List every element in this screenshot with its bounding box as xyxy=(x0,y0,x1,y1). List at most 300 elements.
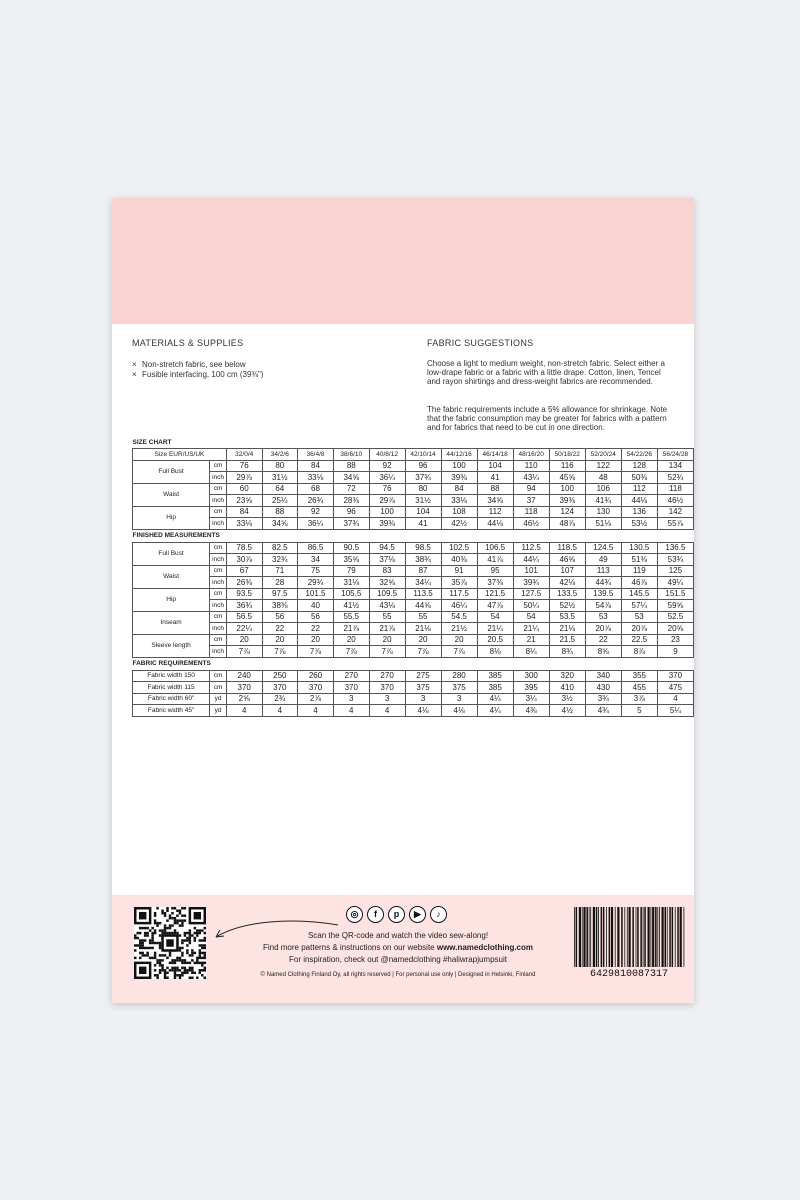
value-cell: 101.5 xyxy=(298,588,334,600)
value-cell: 43⅛ xyxy=(369,600,405,612)
value-cell: 33⅛ xyxy=(298,472,334,484)
value-cell: 270 xyxy=(333,670,369,682)
value-cell: 39⅜ xyxy=(549,495,585,507)
unit-cell: cm xyxy=(210,542,227,554)
value-cell: 9 xyxy=(657,646,693,658)
value-cell: 106 xyxy=(585,483,621,495)
value-cell: 96 xyxy=(333,506,369,518)
value-cell: 72 xyxy=(333,483,369,495)
value-cell: 4¼ xyxy=(477,693,513,705)
value-cell: 4¼ xyxy=(477,705,513,717)
value-cell: 52.5 xyxy=(657,611,693,623)
value-cell: 84 xyxy=(298,460,334,472)
unit-cell: cm xyxy=(210,506,227,518)
value-cell: 82.5 xyxy=(262,542,298,554)
value-cell: 240 xyxy=(226,670,262,682)
value-cell: 40⅜ xyxy=(441,554,477,566)
row-label: Hip xyxy=(133,506,210,529)
value-cell: 31½ xyxy=(405,495,441,507)
value-cell: 37⅛ xyxy=(369,554,405,566)
bullet-icon: × xyxy=(132,360,137,369)
row-label: Waist xyxy=(133,565,210,588)
value-cell: 370 xyxy=(369,682,405,694)
value-cell: 56 xyxy=(262,611,298,623)
unit-cell: inch xyxy=(210,518,227,530)
fabric-suggestions-title: FABRIC SUGGESTIONS xyxy=(427,338,534,348)
value-cell: 94.5 xyxy=(369,542,405,554)
value-cell: 375 xyxy=(441,682,477,694)
value-cell: 112 xyxy=(621,483,657,495)
size-header-cell: 32/0/4 xyxy=(226,449,262,461)
value-cell: 42½ xyxy=(441,518,477,530)
value-cell: 4 xyxy=(369,705,405,717)
materials-item: × Non-stretch fabric, see below xyxy=(132,360,246,369)
value-cell: 22 xyxy=(298,623,334,635)
value-cell: 50¼ xyxy=(513,600,549,612)
value-cell: 53½ xyxy=(621,518,657,530)
unit-cell: cm xyxy=(210,483,227,495)
unit-cell: cm xyxy=(210,565,227,577)
value-cell: 370 xyxy=(226,682,262,694)
value-cell: 46⅞ xyxy=(621,577,657,589)
size-header-cell: 38/6/10 xyxy=(333,449,369,461)
table-row xyxy=(133,623,694,635)
unit-cell: inch xyxy=(210,623,227,635)
value-cell: 130.5 xyxy=(621,542,657,554)
value-cell: 47⅞ xyxy=(477,600,513,612)
unit-cell: cm xyxy=(210,588,227,600)
tiktok-icon[interactable]: ♪ xyxy=(430,906,447,923)
value-cell: 28⅜ xyxy=(333,495,369,507)
fabric-requirements-title xyxy=(133,657,694,670)
table-row xyxy=(133,506,694,518)
qr-instruction: Scan the QR-code and watch the video sew-along! xyxy=(307,931,489,940)
value-cell: 31½ xyxy=(262,472,298,484)
row-label: Fabric width 45" xyxy=(133,705,210,717)
value-cell: 100 xyxy=(549,483,585,495)
value-cell: 21⅛ xyxy=(549,623,585,635)
value-cell: 37⅜ xyxy=(477,577,513,589)
fabric-suggestions-paragraph: Choose a light to medium weight, non-stretch fabric. Select either a low-drape fabric or a fabric with a little drape. Cotton, linen, Tencel and rayon shirtings and dress-weight fabrics are recommended. xyxy=(427,359,665,386)
unit-cell: inch xyxy=(210,646,227,658)
value-cell: 32¾ xyxy=(262,554,298,566)
value-cell: 55⅞ xyxy=(657,518,693,530)
value-cell: 40 xyxy=(298,600,334,612)
value-cell: 20⅞ xyxy=(621,623,657,635)
value-cell: 370 xyxy=(333,682,369,694)
value-cell: 4 xyxy=(226,705,262,717)
value-cell: 20 xyxy=(298,634,334,646)
value-cell: 33⅛ xyxy=(441,495,477,507)
value-cell: 88 xyxy=(262,506,298,518)
value-cell: 22 xyxy=(585,634,621,646)
value-cell: 410 xyxy=(549,682,585,694)
value-cell: 4½ xyxy=(549,705,585,717)
value-cell: 52½ xyxy=(549,600,585,612)
value-cell: 75 xyxy=(298,565,334,577)
value-cell: 48⅞ xyxy=(549,518,585,530)
value-cell: 113.5 xyxy=(405,588,441,600)
value-cell: 2⅞ xyxy=(298,693,334,705)
value-cell: 375 xyxy=(405,682,441,694)
value-cell: 118.5 xyxy=(549,542,585,554)
value-cell: 54⅞ xyxy=(585,600,621,612)
unit-cell: inch xyxy=(210,495,227,507)
facebook-icon[interactable]: f xyxy=(367,906,384,923)
qr-code[interactable] xyxy=(134,907,206,979)
value-cell: 44⅛ xyxy=(477,518,513,530)
materials-title: MATERIALS & SUPPLIES xyxy=(132,338,244,348)
unit-cell: inch xyxy=(210,554,227,566)
value-cell: 300 xyxy=(513,670,549,682)
value-cell: 7⅞ xyxy=(298,646,334,658)
finished-measurements-title-label: FINISHED MEASUREMENTS xyxy=(132,532,220,539)
value-cell: 54.5 xyxy=(441,611,477,623)
value-cell: 34⅝ xyxy=(333,472,369,484)
row-label: Full Bust xyxy=(133,460,210,483)
footer-band xyxy=(112,895,694,1003)
value-cell: 59⅝ xyxy=(657,600,693,612)
value-cell: 91 xyxy=(441,565,477,577)
table-row xyxy=(133,646,694,658)
value-cell: 56.5 xyxy=(226,611,262,623)
value-cell: 8⅛ xyxy=(477,646,513,658)
table-row xyxy=(133,588,694,600)
table-row xyxy=(133,518,694,530)
value-cell: 20⅝ xyxy=(657,623,693,635)
legal-line: © Named Clothing Finland Oy, all rights reserved | For personal use only | Designed in Helsinki, Finland xyxy=(260,972,536,978)
value-cell: 21.5 xyxy=(549,634,585,646)
unit-cell: inch xyxy=(210,600,227,612)
value-cell: 55 xyxy=(405,611,441,623)
value-cell: 22 xyxy=(262,623,298,635)
bullet-icon: × xyxy=(132,370,137,379)
value-cell: 87 xyxy=(405,565,441,577)
size-header-cell: 34/2/6 xyxy=(262,449,298,461)
value-cell: 49¼ xyxy=(657,577,693,589)
value-cell: 67 xyxy=(226,565,262,577)
value-cell: 41⅞ xyxy=(477,554,513,566)
value-cell: 395 xyxy=(513,682,549,694)
value-cell: 370 xyxy=(657,670,693,682)
value-cell: 7⅞ xyxy=(226,646,262,658)
row-label: Fabric width 60" xyxy=(133,693,210,705)
table-row xyxy=(133,483,694,495)
value-cell: 92 xyxy=(369,460,405,472)
value-cell: 71 xyxy=(262,565,298,577)
value-cell: 2¾ xyxy=(262,693,298,705)
value-cell: 54 xyxy=(513,611,549,623)
value-cell: 44¾ xyxy=(585,577,621,589)
value-cell: 22.5 xyxy=(621,634,657,646)
row-label: Fabric width 150 xyxy=(133,670,210,682)
value-cell: 68 xyxy=(298,483,334,495)
value-cell: 97.5 xyxy=(262,588,298,600)
value-cell: 64 xyxy=(262,483,298,495)
value-cell: 3 xyxy=(441,693,477,705)
value-cell: 53 xyxy=(621,611,657,623)
value-cell: 46½ xyxy=(657,495,693,507)
instagram-icon[interactable]: ◎ xyxy=(346,906,363,923)
value-cell: 104 xyxy=(405,506,441,518)
value-cell: 44⅛ xyxy=(621,495,657,507)
unit-cell: yd xyxy=(210,693,227,705)
value-cell: 50⅜ xyxy=(621,472,657,484)
website-link[interactable]: www.namedclothing.com xyxy=(436,943,533,952)
value-cell: 3¼ xyxy=(513,693,549,705)
table-row xyxy=(133,670,694,682)
value-cell: 34⅝ xyxy=(262,518,298,530)
value-cell: 36¾ xyxy=(226,600,262,612)
unit-cell: cm xyxy=(210,611,227,623)
value-cell: 36¼ xyxy=(369,472,405,484)
table-row xyxy=(133,565,694,577)
value-cell: 280 xyxy=(441,670,477,682)
value-cell: 78.5 xyxy=(226,542,262,554)
value-cell: 93.5 xyxy=(226,588,262,600)
value-cell: 53.5 xyxy=(549,611,585,623)
value-cell: 38⅜ xyxy=(262,600,298,612)
value-cell: 38¾ xyxy=(405,554,441,566)
value-cell: 7⅞ xyxy=(262,646,298,658)
value-cell: 8¾ xyxy=(549,646,585,658)
value-cell: 41 xyxy=(477,472,513,484)
value-cell: 275 xyxy=(405,670,441,682)
value-cell: 34¼ xyxy=(405,577,441,589)
value-cell: 39⅜ xyxy=(369,518,405,530)
value-cell: 108 xyxy=(441,506,477,518)
value-cell: 106.5 xyxy=(477,542,513,554)
value-cell: 116 xyxy=(549,460,585,472)
value-cell: 7⅞ xyxy=(441,646,477,658)
value-cell: 92 xyxy=(298,506,334,518)
value-cell: 33⅛ xyxy=(226,518,262,530)
value-cell: 45⅝ xyxy=(549,472,585,484)
value-cell: 102.5 xyxy=(441,542,477,554)
value-cell: 385 xyxy=(477,682,513,694)
value-cell: 134 xyxy=(657,460,693,472)
value-cell: 21 xyxy=(513,634,549,646)
value-cell: 124.5 xyxy=(585,542,621,554)
value-cell: 110 xyxy=(513,460,549,472)
value-cell: 20 xyxy=(262,634,298,646)
value-cell: 76 xyxy=(369,483,405,495)
value-cell: 7⅞ xyxy=(333,646,369,658)
value-cell: 95 xyxy=(477,565,513,577)
value-cell: 29¾ xyxy=(298,577,334,589)
value-cell: 20.5 xyxy=(477,634,513,646)
table-row xyxy=(133,705,694,717)
value-cell: 42⅛ xyxy=(549,577,585,589)
table-row xyxy=(133,682,694,694)
table-row xyxy=(133,634,694,646)
table-row xyxy=(133,577,694,589)
measurement-tables xyxy=(132,436,694,717)
value-cell: 41½ xyxy=(333,600,369,612)
value-cell: 3 xyxy=(333,693,369,705)
value-cell: 46½ xyxy=(513,518,549,530)
value-cell: 20 xyxy=(441,634,477,646)
value-cell: 46¼ xyxy=(441,600,477,612)
value-cell: 109.5 xyxy=(369,588,405,600)
unit-cell: cm xyxy=(210,460,227,472)
value-cell: 3⅞ xyxy=(621,693,657,705)
value-cell: 107 xyxy=(549,565,585,577)
value-cell: 21¼ xyxy=(513,623,549,635)
value-cell: 23 xyxy=(657,634,693,646)
value-cell: 96 xyxy=(405,460,441,472)
value-cell: 117.5 xyxy=(441,588,477,600)
value-cell: 260 xyxy=(298,670,334,682)
value-cell: 20 xyxy=(333,634,369,646)
value-cell: 54 xyxy=(477,611,513,623)
value-cell: 39¾ xyxy=(513,577,549,589)
fabric-requirements-title-label: FABRIC REQUIREMENTS xyxy=(132,660,211,667)
size-chart-title-label: SIZE CHART xyxy=(132,438,172,446)
value-cell: 94 xyxy=(513,483,549,495)
value-cell: 122 xyxy=(585,460,621,472)
value-cell: 139.5 xyxy=(585,588,621,600)
value-cell: 128 xyxy=(621,460,657,472)
value-cell: 46⅝ xyxy=(549,554,585,566)
social-icons xyxy=(346,906,447,924)
value-cell: 4¾ xyxy=(585,705,621,717)
size-header-cell: 54/22/26 xyxy=(621,449,657,461)
value-cell: 320 xyxy=(549,670,585,682)
value-cell: 7⅞ xyxy=(369,646,405,658)
value-cell: 53¾ xyxy=(657,554,693,566)
table-row xyxy=(133,472,694,484)
unit-cell: yd xyxy=(210,705,227,717)
value-cell: 124 xyxy=(549,506,585,518)
value-cell: 125 xyxy=(657,565,693,577)
value-cell: 340 xyxy=(585,670,621,682)
row-label: Waist xyxy=(133,483,210,506)
value-cell: 32⅝ xyxy=(369,577,405,589)
value-cell: 4 xyxy=(657,693,693,705)
value-cell: 118 xyxy=(513,506,549,518)
value-cell: 39⅜ xyxy=(441,472,477,484)
value-cell: 20⅞ xyxy=(585,623,621,635)
value-cell: 3 xyxy=(405,693,441,705)
value-cell: 52¾ xyxy=(657,472,693,484)
value-cell: 98.5 xyxy=(405,542,441,554)
value-cell: 4 xyxy=(298,705,334,717)
size-header-row xyxy=(133,449,694,461)
value-cell: 26¾ xyxy=(298,495,334,507)
row-label: Fabric width 115 xyxy=(133,682,210,694)
value-cell: 100 xyxy=(441,460,477,472)
size-header-cell: 56/24/28 xyxy=(657,449,693,461)
value-cell: 113 xyxy=(585,565,621,577)
value-cell: 51⅛ xyxy=(585,518,621,530)
unit-cell: inch xyxy=(210,472,227,484)
value-cell: 51⅜ xyxy=(621,554,657,566)
value-cell: 37 xyxy=(513,495,549,507)
value-cell: 101 xyxy=(513,565,549,577)
value-cell: 30⅞ xyxy=(226,554,262,566)
value-cell: 133.5 xyxy=(549,588,585,600)
value-cell: 4⅜ xyxy=(513,705,549,717)
value-cell: 5 xyxy=(621,705,657,717)
value-cell: 250 xyxy=(262,670,298,682)
value-cell: 25¼ xyxy=(262,495,298,507)
value-cell: 370 xyxy=(298,682,334,694)
value-cell: 370 xyxy=(262,682,298,694)
value-cell: 142 xyxy=(657,506,693,518)
value-cell: 270 xyxy=(369,670,405,682)
value-cell: 8⅝ xyxy=(585,646,621,658)
value-cell: 430 xyxy=(585,682,621,694)
value-cell: 20 xyxy=(405,634,441,646)
value-cell: 79 xyxy=(333,565,369,577)
value-cell: 37¾ xyxy=(333,518,369,530)
value-cell: 8⅞ xyxy=(621,646,657,658)
table-row xyxy=(133,693,694,705)
value-cell: 475 xyxy=(657,682,693,694)
finished-measurements-title xyxy=(133,529,694,542)
row-label: Hip xyxy=(133,588,210,611)
materials-item: × Fusible interfacing, 100 cm (39⅜") xyxy=(132,370,264,379)
barcode-number: 6429810087317 xyxy=(589,969,668,980)
value-cell: 4⅛ xyxy=(405,705,441,717)
value-cell: 84 xyxy=(441,483,477,495)
table-row xyxy=(133,600,694,612)
value-cell: 86.5 xyxy=(298,542,334,554)
value-cell: 119 xyxy=(621,565,657,577)
value-cell: 121.5 xyxy=(477,588,513,600)
size-chart-title xyxy=(133,436,694,449)
value-cell: 56 xyxy=(298,611,334,623)
size-header-cell: 52/20/24 xyxy=(585,449,621,461)
value-cell: 7⅞ xyxy=(405,646,441,658)
table-row xyxy=(133,554,694,566)
materials-list xyxy=(132,360,264,380)
value-cell: 55 xyxy=(369,611,405,623)
unit-cell: cm xyxy=(210,670,227,682)
value-cell: 455 xyxy=(621,682,657,694)
size-label-cell: Size EUR/US/UK xyxy=(133,449,227,461)
value-cell: 53 xyxy=(585,611,621,623)
website-line: Find more patterns & instructions on our website www.namedclothing.com xyxy=(262,943,533,952)
value-cell: 105.5 xyxy=(333,588,369,600)
value-cell: 21⅞ xyxy=(333,623,369,635)
value-cell: 60 xyxy=(226,483,262,495)
size-header-cell: 48/16/20 xyxy=(513,449,549,461)
value-cell: 41 xyxy=(405,518,441,530)
value-cell: 145.5 xyxy=(621,588,657,600)
value-cell: 100 xyxy=(369,506,405,518)
barcode xyxy=(572,907,686,967)
value-cell: 130 xyxy=(585,506,621,518)
pinterest-icon[interactable]: p xyxy=(388,906,405,923)
value-cell: 21⅞ xyxy=(369,623,405,635)
table-row xyxy=(133,460,694,472)
youtube-icon[interactable]: ▶ xyxy=(409,906,426,923)
value-cell: 29⅞ xyxy=(226,472,262,484)
table-row xyxy=(133,542,694,554)
value-cell: 34⅝ xyxy=(477,495,513,507)
value-cell: 3½ xyxy=(549,693,585,705)
value-cell: 35⅞ xyxy=(441,577,477,589)
value-cell: 84 xyxy=(226,506,262,518)
value-cell: 21¼ xyxy=(477,623,513,635)
value-cell: 80 xyxy=(405,483,441,495)
fabric-allowance-paragraph: The fabric requirements include a 5% allowance for shrinkage. Note that the fabric consumption may be greater for fabrics with a pattern and for fabrics that need to be cut in one direction. xyxy=(427,405,668,432)
unit-cell: inch xyxy=(210,577,227,589)
size-header-cell: 44/12/16 xyxy=(441,449,477,461)
value-cell: 8¼ xyxy=(513,646,549,658)
